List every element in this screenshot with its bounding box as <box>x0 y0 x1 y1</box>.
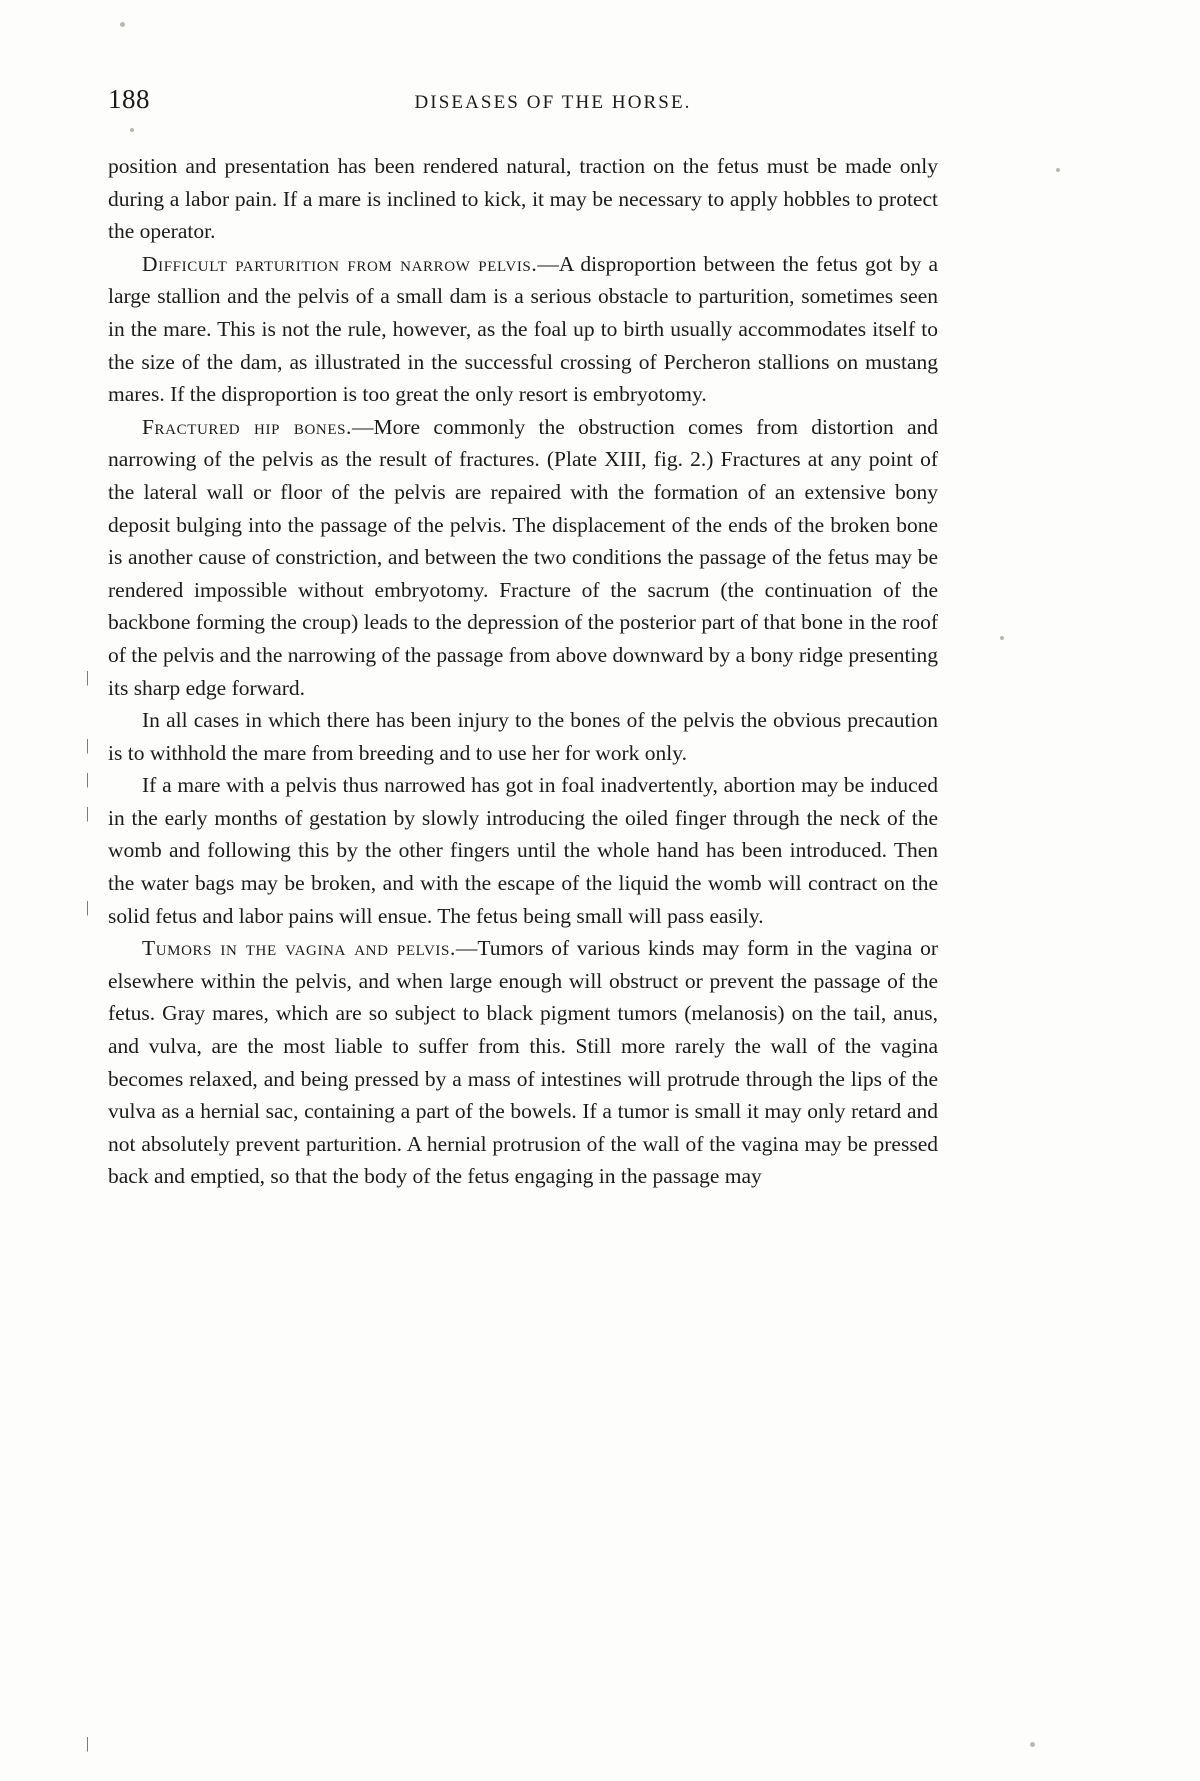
page-content <box>108 84 938 1193</box>
paragraph <box>108 150 938 248</box>
paragraph-text: —Tumors of various kinds may form in the vagina or elsewhere within the pelvis, and when large enough will obstruct or prevent the passage of the fetus. Gray mares, which are so subject to black pigment tumors (melanosis) on the tail, anus, and vulva, are the most liable to suffer from this. Still more rarely the wall of the vagina becomes relaxed, and being pressed by a mass of intestines will protrude through the lips of the vulva as a hernial sac, containing a part of the bowels. If a tumor is small it may only retard and not absolutely prevent parturition. A hernial protrusion of the wall of the vagina may be pressed back and emptied, so that the body of the fetus engaging in the passage may <box>108 936 938 1189</box>
margin-mark: | <box>86 805 90 822</box>
running-head: DISEASES OF THE HORSE. <box>414 92 692 113</box>
paragraph-heading: Fractured hip bones. <box>142 414 353 439</box>
paper-speck <box>1000 636 1004 640</box>
paragraph-text: In all cases in which there has been injury to the bones of the pelvis the obvious precaution is to withhold the mare from breeding and to use her for work only. <box>108 708 938 765</box>
page-number: 188 <box>108 84 150 114</box>
page-header <box>108 84 938 124</box>
paragraph-text: —A disproportion between the fetus got by a large stallion and the pelvis of a small dam is a serious obstacle to parturition, sometimes seen in the mare. This is not the rule, however, as the foal up to birth usually accommodates itself to the size of the dam, as illustrated in the successful crossing of Percheron stallions on mustang mares. If the disproportion is too great the only resort is embryotomy. <box>108 251 939 407</box>
paragraph <box>108 248 938 411</box>
paragraph-heading: Difficult parturition from narrow pelvis. <box>142 251 538 276</box>
paragraph <box>108 704 938 769</box>
paragraph-text: If a mare with a pelvis thus narrowed has got in foal inadvertently, abortion may be induced in the early months of gestation by slowly introducing the oiled finger through the neck of the womb and following this by the other fingers until the whole hand has been introduced. Then the water bags may be broken, and with the escape of the liquid the womb will contract on the solid fetus and labor pains will ensue. The fetus being small will pass easily. <box>108 773 938 928</box>
margin-mark: | <box>86 899 90 916</box>
paragraph <box>108 769 938 932</box>
paragraph-text: position and presentation has been rendered natural, traction on the fetus must be made only during a labor pain. If a mare is inclined to kick, it may be necessary to apply hobbles to protect the operator. <box>108 154 938 244</box>
paragraph-heading: Tumors in the vagina and pelvis. <box>142 936 456 961</box>
paragraph <box>108 411 938 704</box>
paragraph <box>108 932 938 1193</box>
paper-speck <box>1030 1742 1035 1747</box>
paper-speck <box>1056 168 1060 172</box>
paragraph-text: —More commonly the obstruction comes from distortion and narrowing of the pelvis as the result of fractures. (Plate XIII, fig. 2.) Fractures at any point of the lateral wall or floor of the pelvis are repaired with the formation of an extensive bony deposit bulging into the passage of the pelvis. The displacement of the ends of the broken bone is another cause of constriction, and between the two conditions the passage of the fetus may be rendered impossible without embryotomy. Fracture of the sacrum (the continuation of the backbone forming the croup) leads to the depression of the posterior part of that bone in the roof of the pelvis and the narrowing of the passage from above downward by a bony ridge presenting its sharp edge forward. <box>108 414 938 700</box>
margin-mark: | <box>86 737 90 754</box>
margin-mark: | <box>86 669 90 686</box>
margin-mark: | <box>86 771 90 788</box>
paper-speck <box>120 22 125 27</box>
margin-mark: | <box>86 1735 90 1752</box>
